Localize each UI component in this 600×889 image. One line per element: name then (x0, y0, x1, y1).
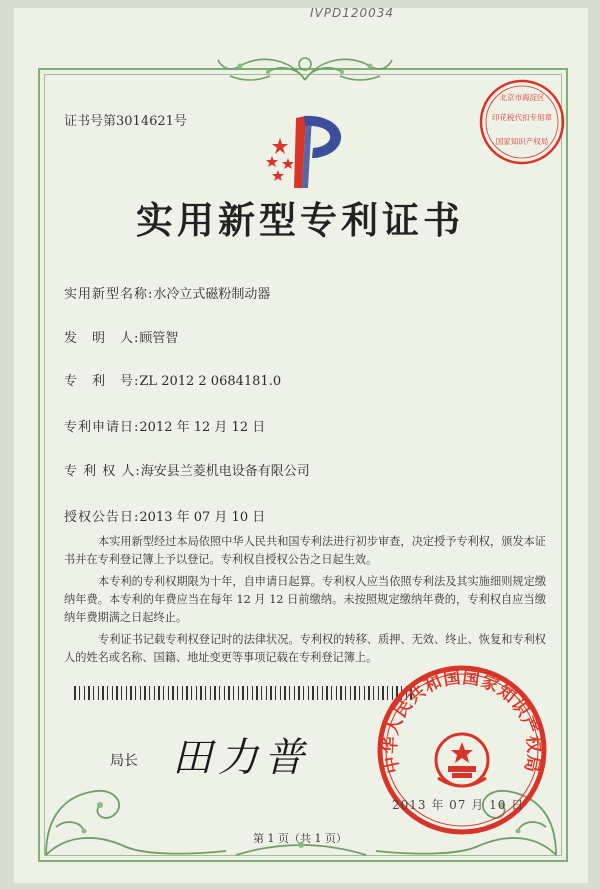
paragraph: 本专利的专利权期限为十年，自申请日起算。专利权人应当依照专利法及其实施细则规定缴纳年费。本专利的年费应当在每年 12 月 12 日前缴纳。未按照规定缴纳年费的，专利权自应当缴纳年费期满之日起终止。 (64, 575, 546, 624)
handwritten-note: IVPD120034 (310, 6, 395, 20)
director-signature: 田力普 (172, 735, 310, 781)
field-label: 授权公告日: (64, 510, 140, 525)
tax-stamp-seal (478, 78, 566, 166)
field-application-date (64, 416, 265, 435)
body-paragraphs (64, 533, 546, 667)
national-emblem-icon (436, 734, 488, 786)
field-value: 海安县兰菱机电设备有限公司 (140, 464, 310, 479)
field-label: 专利申请日: (64, 420, 140, 435)
field-label: 发 明 人: (64, 331, 140, 346)
field-value: 顾管智 (139, 331, 179, 346)
field-value: 水冷立式磁粉制动器 (153, 287, 271, 302)
seal-text: 中华人民共和国国家知识产权局 (380, 667, 544, 775)
paragraph: 专利证书记载专利权登记时的法律状况。专利权的转移、质押、无效、终止、恢复和专利权人的姓名或名称、国籍、地址变更等事项记载在专利登记簿上。 (64, 633, 546, 664)
field-label: 专 利 权 人: (64, 464, 141, 479)
patent-office-logo-icon (258, 108, 358, 193)
director-label: 局长 (110, 753, 138, 769)
field-value: 2012 年 12 月 12 日 (139, 420, 266, 435)
field-value: 2013 年 07 月 10 日 (139, 510, 266, 525)
field-label: 专 利 号: (64, 374, 140, 389)
seal-date: 2013 年 07 月 10 日 (392, 798, 525, 812)
stamp-top-text: 北京市海淀区 (499, 93, 545, 102)
field-patent-number (64, 370, 281, 389)
field-inventor (64, 327, 178, 346)
certificate-number: 证书号第3014621号 (64, 114, 187, 129)
page-number: 第 1 页（共 1 页） (253, 832, 347, 845)
svg-text:中华人民共和国国家知识产权局 (380, 668, 545, 775)
stamp-bottom-text: 国家知识产权局 (495, 137, 549, 146)
official-seal (372, 660, 552, 840)
field-value: ZL 2012 2 0684181.0 (139, 374, 282, 389)
field-utility-model-name (64, 283, 270, 302)
paragraph: 本实用新型经过本局依照中华人民共和国专利法进行初步审查，决定授予专利权，颁发本证书并在专利登记簿上予以登记。专利权自授权公告之日起生效。 (64, 535, 546, 566)
field-label: 实用新型名称: (64, 287, 154, 302)
stamp-middle-text: 印花税代扣专用章 (492, 113, 552, 122)
barcode (74, 686, 414, 700)
field-patentee (64, 460, 310, 479)
certificate-title: 实用新型专利证书 (136, 198, 464, 242)
field-grant-date (64, 506, 265, 525)
top-ornament (210, 50, 400, 84)
